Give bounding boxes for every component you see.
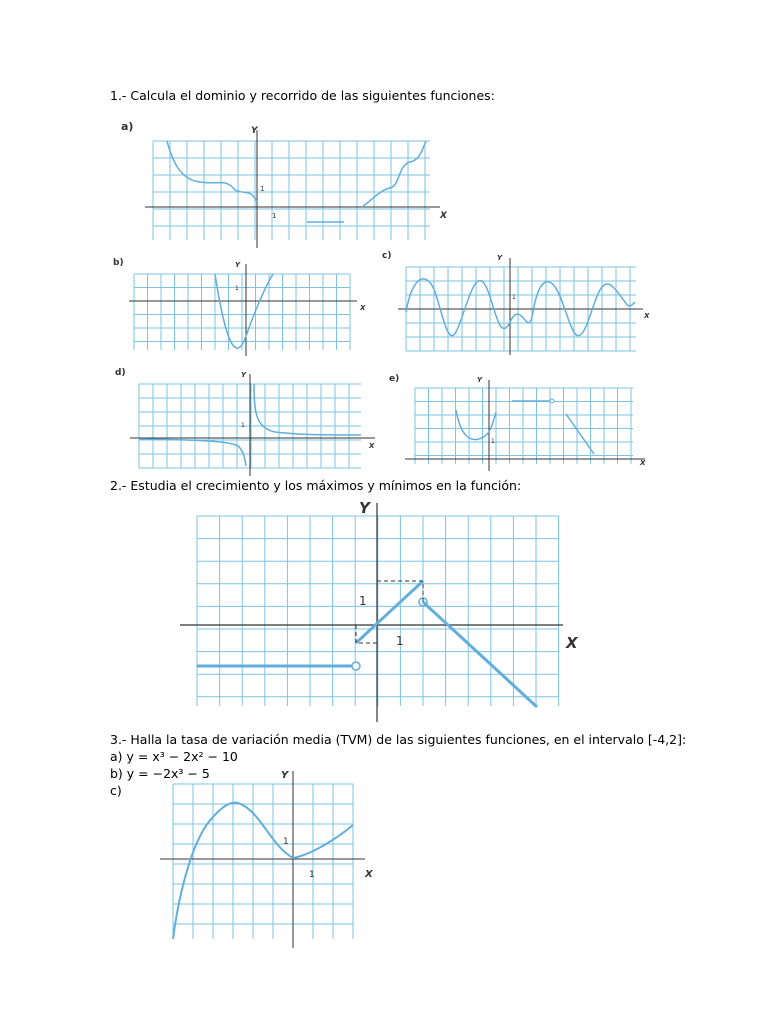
graph-b [127,258,377,358]
graph-q2-unit-y: 1 [359,594,367,608]
graph-e-grid [415,388,633,464]
graph-c-sine [406,279,635,336]
graph-question-3c [160,765,385,950]
question-3c-label: c) [110,783,122,798]
graph-a-unit-y: 1 [260,185,265,193]
graph-q2-rise [356,581,423,643]
graph-b-parabola [215,274,273,348]
graph-a-y-label: Y [251,126,258,136]
graph-q2-fall [423,602,537,707]
question-1-text: 1.- Calcula el dominio y recorrido de las siguientes funciones: [110,88,495,103]
graph-q3c-unit-x: 1 [309,870,315,880]
graph-d-branch-left [139,439,246,466]
graph-b-x-label: X [360,304,366,312]
graph-d-unit-y: 1 [241,422,245,429]
graph-e-unit-y: 1 [491,438,495,445]
question-2-text: 2.- Estudia el crecimiento y los máximos y mínimos en la función: [110,478,522,493]
graph-q2-x-label: X [566,634,578,652]
graph-question-2 [180,497,590,725]
graph-a-x-label: X [440,211,447,221]
graph-b-label: b) [113,258,124,268]
graph-e-line [566,414,594,454]
graph-q3c-curve [173,803,353,939]
graph-a-unit-x: 1 [272,212,277,220]
graph-a-grid [153,141,430,240]
graph-e-y-label: Y [477,376,483,384]
graph-d [130,368,380,478]
graph-b-grid [134,274,350,350]
graph-e [405,374,650,474]
graph-a-curve-right [362,141,426,207]
graph-c-x-label: X [644,312,650,320]
graph-e-curve [456,410,496,440]
graph-c-label: c) [382,251,392,261]
graph-q2-unit-x: 1 [396,634,404,648]
graph-q3c-x-label: X [365,869,373,880]
graph-q2-y-label: Y [359,499,370,517]
graph-q2-open-point-1 [352,662,360,670]
graph-a-label: a) [121,120,134,133]
question-3-text: 3.- Halla la tasa de variación media (TVM) de las siguientes funciones, en el intervalo [-4,2]: [110,732,687,747]
graph-b-unit-y: 1 [235,285,239,292]
graph-d-label: d) [115,368,126,378]
question-3b-text: b) y = −2x³ − 5 [110,766,210,781]
question-3a-text: a) y = x³ − 2x² − 10 [110,749,238,764]
graph-e-open-point [550,399,554,403]
graph-d-y-label: Y [241,371,247,379]
graph-c-y-label: Y [497,254,503,262]
graph-q3c-unit-y: 1 [283,837,289,847]
graph-c-unit-y: 1 [512,294,516,301]
graph-c [398,252,653,357]
graph-d-x-label: X [369,442,375,450]
graph-b-y-label: Y [235,261,241,269]
graph-q3c-grid [173,784,353,939]
graph-e-x-label: X [640,459,646,467]
graph-a [140,120,460,250]
graph-q3c-y-label: Y [281,770,289,781]
graph-a-curve-left [167,141,257,202]
graph-e-label: e) [389,374,400,384]
